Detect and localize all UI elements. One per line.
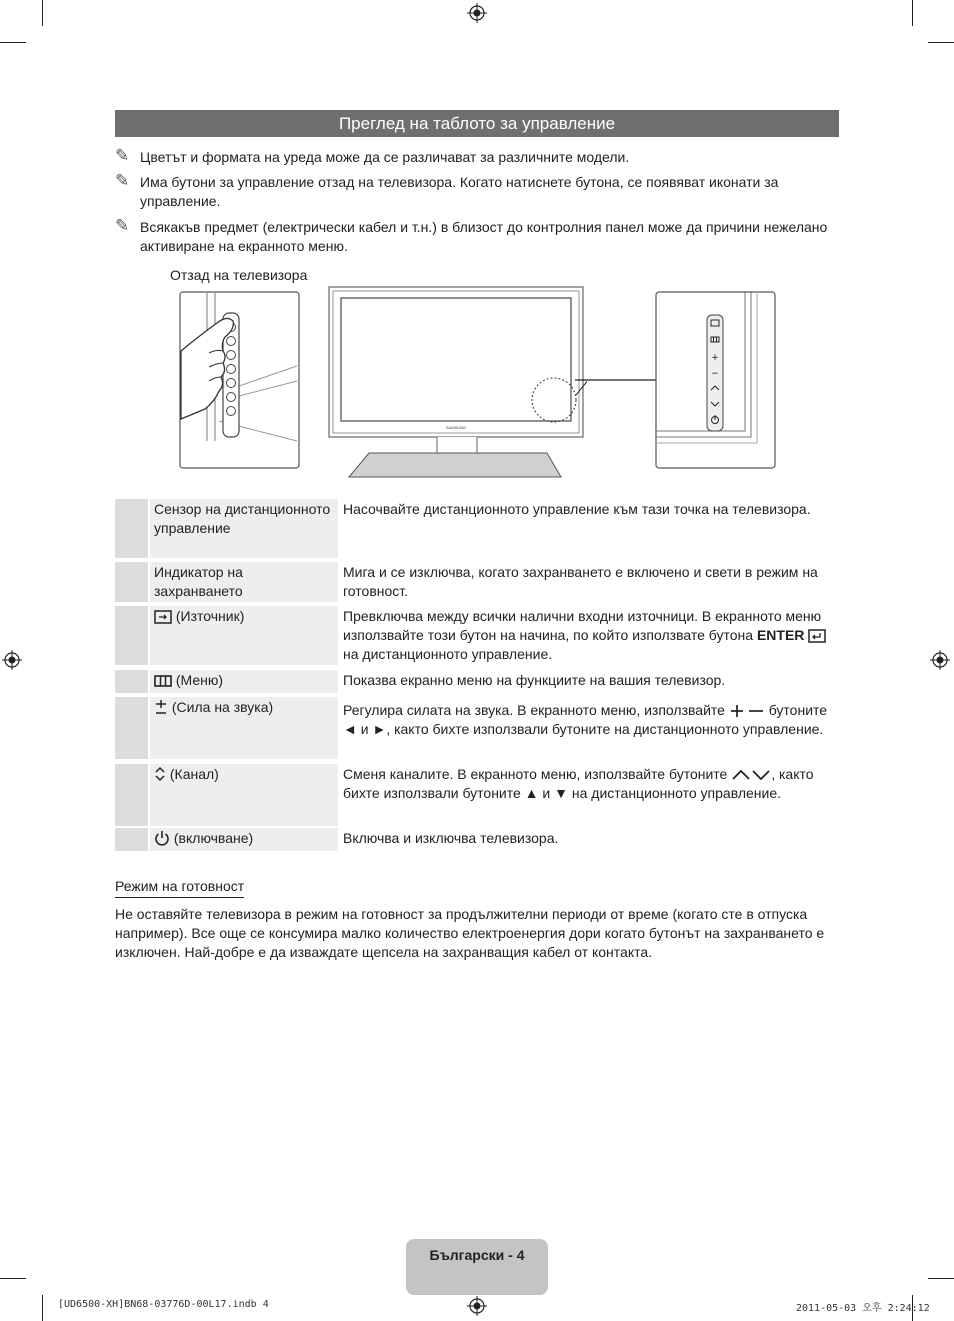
section-title: Преглед на таблото за управление [115, 110, 839, 137]
row-number-cell [115, 828, 148, 851]
plus-minus-icon [154, 699, 168, 715]
crop-mark [42, 1295, 43, 1321]
table-row [115, 562, 839, 602]
callout-line [575, 376, 657, 384]
tv-back-illustration [179, 291, 300, 469]
registration-mark-icon [930, 650, 950, 670]
control-description [343, 764, 839, 803]
control-name: (Канал) [169, 766, 219, 782]
description-text: , както бихте използвали бутоните ▲ и ▼ на дистанционното управление. [343, 766, 814, 801]
crop-mark [42, 0, 43, 26]
control-name: (Сила на звука) [171, 699, 274, 715]
plus-minus-buttons-icon [729, 704, 765, 718]
tv-brand-label: SAMSUNG [445, 425, 467, 430]
description-text: на дистанционното управление. [343, 646, 553, 662]
control-name: (Меню) [175, 672, 224, 688]
control-description [343, 606, 839, 664]
control-name: (включване) [173, 830, 254, 846]
control-name-cell [150, 670, 338, 693]
table-row [115, 606, 839, 665]
description-text: бутоните ◄ и ►, както бихте използвали бутоните на дистанционното управление. [343, 702, 828, 737]
table-row [115, 670, 839, 693]
tv-front-illustration [327, 285, 587, 480]
control-description: Включва и изключва телевизора. [343, 830, 559, 846]
standby-paragraph: Не оставяйте телевизора в режим на готовност за продължителни периоди от време (когато сте в отпуска например). Все още се консумира малко количество електроенергия дори когато бутонът на захранването е изключен. Най-добре е да изваждате щепсела на захранващия кабел от контакта. [115, 906, 825, 960]
chevron-up-down-icon [154, 766, 166, 782]
note-item [115, 218, 839, 256]
page-number-tab: Български - 4 [406, 1239, 548, 1295]
control-description: Насочвайте дистанционното управление към тази точка на телевизора. [343, 501, 811, 517]
source-icon [154, 610, 172, 624]
pencil-note-icon: ✎ [115, 146, 130, 165]
registration-mark-icon [467, 1296, 487, 1316]
control-name: Индикатор на захранването [150, 562, 338, 602]
svg-text:+: + [711, 353, 719, 363]
crop-mark [928, 1278, 954, 1279]
control-name: Сензор на дистанционното управление [150, 499, 338, 558]
row-number-cell [115, 764, 148, 826]
pencil-note-icon: ✎ [115, 216, 130, 235]
figure-caption: Отзад на телевизора [170, 267, 308, 283]
note-text: Има бутони за управление отзад на телевизора. Когато натиснете бутона, се появяват иконати за управление. [140, 174, 779, 209]
table-row [115, 828, 839, 851]
menu-icon [154, 674, 172, 688]
crop-mark [0, 42, 26, 43]
pencil-note-icon: ✎ [115, 171, 130, 190]
crop-mark [0, 1278, 26, 1279]
enter-icon [808, 629, 826, 643]
note-item [115, 148, 839, 167]
control-description: Показва екранно меню на функциите на вашия телевизор. [343, 672, 726, 688]
crop-mark [912, 0, 913, 26]
row-number-cell [115, 670, 148, 693]
note-text: Цветът и формата на уреда може да се различават за различните модели. [140, 149, 630, 165]
registration-mark-icon [2, 650, 22, 670]
control-panel-detail [655, 291, 776, 469]
note-item [115, 173, 839, 211]
description-text: Регулира силата на звука. В екранното меню, използвайте [343, 702, 725, 718]
description-text: Превключва между всички налични входни източници. В екранното меню използвайте този бутон на начина, по който използвате бутона [343, 608, 822, 643]
description-text: Сменя каналите. В екранното меню, използвайте бутоните [343, 766, 728, 782]
print-slug-file: [UD6500-XH]BN68-03776D-00L17.indb 4 [58, 1299, 269, 1310]
row-number-cell [115, 499, 148, 558]
enter-label: ENTER [756, 627, 805, 643]
control-name-cell [150, 697, 338, 759]
crop-mark [928, 42, 954, 43]
note-text: Всякакъв предмет (електрически кабел и т.н.) в близост до контролния панел може да причини нежелано активиране на екранното меню. [140, 219, 828, 254]
row-number-cell [115, 697, 148, 759]
svg-text:−: − [711, 369, 719, 379]
control-name: (Източник) [175, 608, 245, 624]
channel-buttons-icon [731, 768, 771, 782]
registration-mark-icon [467, 3, 487, 23]
control-description: Мига и се изключва, когато захранването е включено и свети в режим на готовност. [343, 564, 818, 599]
print-slug-timestamp: 2011-05-03 오후 2:24:12 [796, 1303, 930, 1314]
control-name-cell [150, 606, 338, 665]
standby-heading: Режим на готовност [115, 877, 244, 898]
table-row [115, 499, 839, 558]
power-icon [154, 830, 170, 846]
control-name-cell [150, 828, 338, 851]
row-number-cell [115, 562, 148, 602]
table-row [115, 697, 839, 759]
table-row [115, 764, 839, 826]
control-name-cell [150, 764, 338, 826]
control-description [343, 697, 839, 739]
row-number-cell [115, 606, 148, 665]
